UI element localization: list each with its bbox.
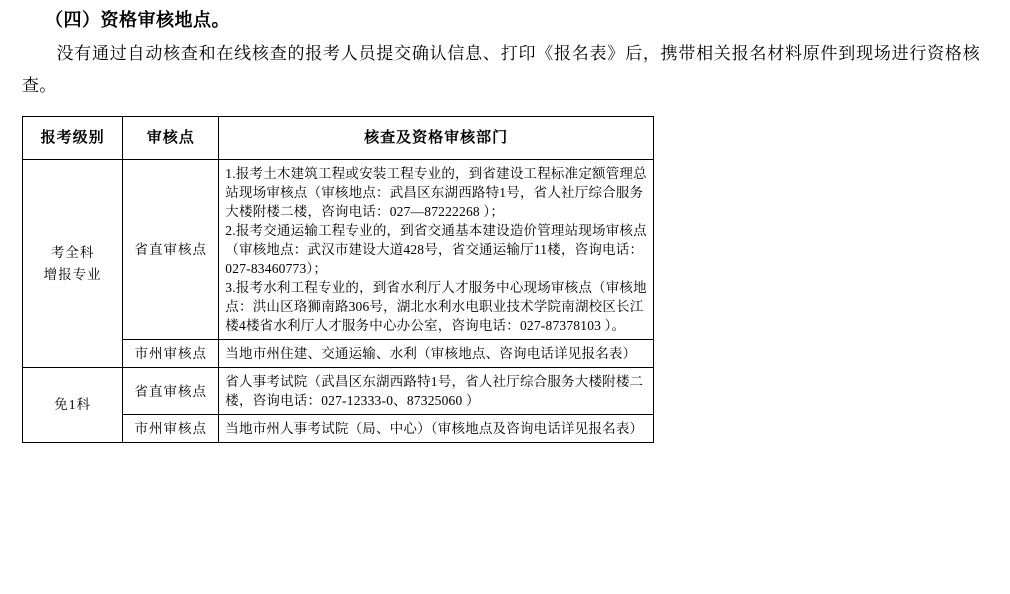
point-cell-city-1: 市州审核点 [123,340,219,368]
qualification-review-table [22,116,654,443]
header-department: 核查及资格审核部门 [219,117,654,160]
section-heading: （四）资格审核地点。 [45,10,230,30]
department-text-line-2: 2.报考交通运输工程专业的，到省交通基本建设造价管理站现场审核点（审核地点：武汉市建设大道428号，省交通运输厅11楼，咨询电话：027-83460773）； [225,223,647,276]
point-cell-provincial-2: 省直审核点 [123,368,219,415]
point-cell-provincial-1: 省直审核点 [123,160,219,340]
document-page [0,6,1010,594]
department-text-line-1: 1.报考土木建筑工程或安装工程专业的，到省建设工程标准定额管理总站现场审核点（审核地点：武昌区东湖西路特1号，省人社厅综合服务大楼附楼二楼，咨询电话：027—87222268 ）； [225,166,647,219]
department-text-line-1: 当地市州人事考试院（局、中心）（审核地点及咨询电话详见报名表） [225,421,644,436]
level-cell-group2 [23,368,123,443]
department-cell-city-2 [219,415,654,443]
level-cell-group1 [23,160,123,368]
header-level: 报考级别 [23,117,123,160]
point-cell-city-2: 市州审核点 [123,415,219,443]
intro-paragraph [0,38,1010,102]
header-point: 审核点 [123,117,219,160]
department-cell-provincial-2 [219,368,654,415]
department-cell-provincial-1 [219,160,654,340]
level-label-line1: 考全科 [50,244,95,260]
department-cell-city-1 [219,340,654,368]
department-text-line-3: 3.报考水利工程专业的，到省水利厅人才服务中心现场审核点（审核地点：洪山区珞狮南路306号，湖北水利水电职业技术学院南湖校区长江楼4楼省水利厅人才服务中心办公室，咨询电话：027-87378103 ）。 [225,280,647,333]
table-row [23,368,654,415]
department-text-line-1: 省人事考试院（武昌区东湖西路特1号，省人社厅综合服务大楼附楼二楼，咨询电话：027-12333-0、87325060 ） [225,374,644,408]
department-text-line-1: 当地市州住建、交通运输、水利（审核地点、咨询电话详见报名表） [225,346,637,361]
table-header-row [23,117,654,160]
table-row [23,160,654,340]
intro-paragraph-text: 没有通过自动核查和在线核查的报考人员提交确认信息、打印《报名表》后，携带相关报名材料原件到现场进行资格核查。 [22,44,980,95]
level-label-line1: 免1科 [54,397,91,412]
level-label-line2: 增报专业 [43,266,102,282]
